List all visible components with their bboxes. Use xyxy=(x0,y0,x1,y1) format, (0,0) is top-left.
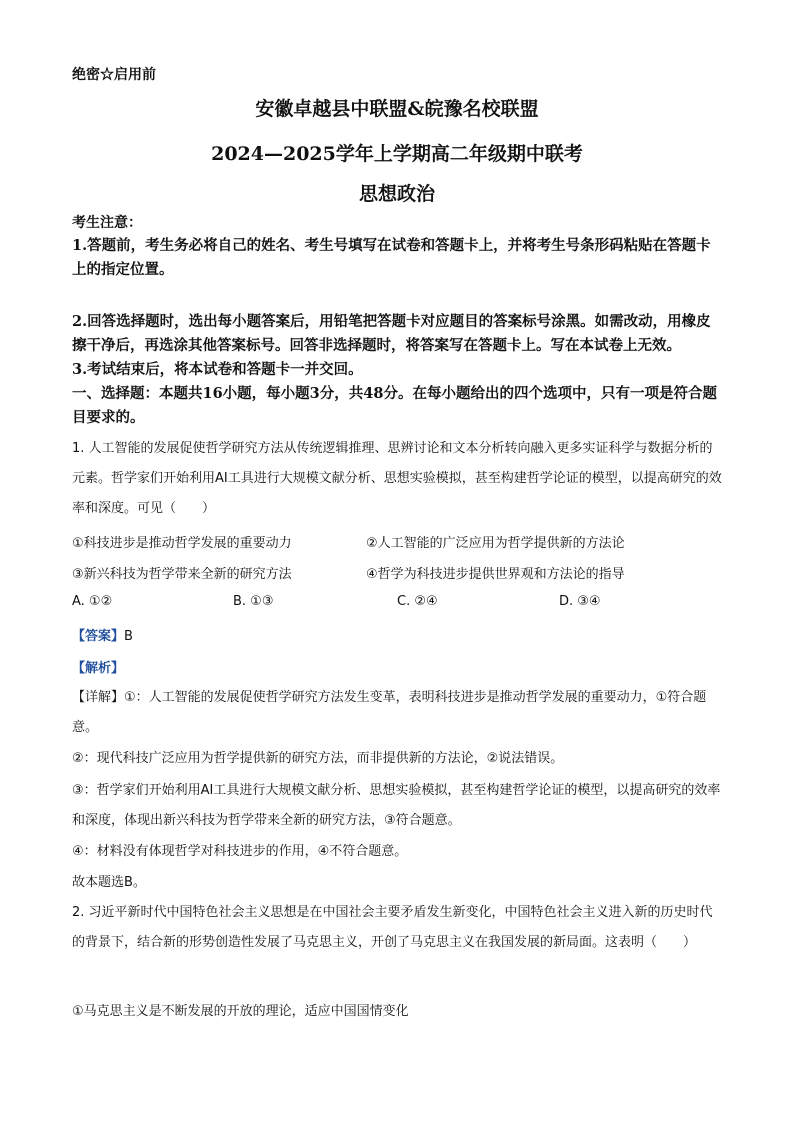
option-1: ①科技进步是推动哲学发展的重要动力 xyxy=(72,536,292,551)
notice-item-1: 1.答题前，考生务必将自己的姓名、考生号填写在试卷和答题卡上，并将考生号条形码粘贴在答题卡上的指定位置。 xyxy=(72,237,711,278)
option-2: ②人工智能的广泛应用为哲学提供新的方法论 xyxy=(366,536,625,551)
question-1-choices xyxy=(72,594,722,616)
analysis-label: 【解析】 xyxy=(72,661,125,676)
detail-paragraph-3: ③：哲学家们开始利用AI工具进行大规模文献分析、思想实验模拟，甚至构建哲学论证的模型，以提高研究的效率和深度，体现出新兴科技为哲学带来全新的研究方法，③符合题意。 xyxy=(72,783,721,828)
choice-a: A. ①② xyxy=(72,594,113,609)
option-4: ④哲学为科技进步提供世界观和方法论的指导 xyxy=(366,567,625,582)
notice-item-2: 2.回答选择题时，选出每小题答案后，用铅笔把答题卡对应题目的答案标号涂黑。如需改动，用橡皮擦干净后，再选涂其他答案标号。回答非选择题时，将答案写在答题卡上。写在本试卷上无效。 xyxy=(72,313,711,354)
detail-paragraph-1: 【详解】①：人工智能的发展促使哲学研究方法发生变革，表明科技进步是推动哲学发展的重要动力，①符合题意。 xyxy=(72,690,707,735)
option-3: ③新兴科技为哲学带来全新的研究方法 xyxy=(72,567,292,582)
question-2-stem: 2. 习近平新时代中国特色社会主义思想是在中国社会主要矛盾发生新变化，中国特色社会主义进入新的历史时代的背景下，结合新的形势创造性发展了马克思主义，开创了马克思主义在我国发展的新局面。这表明（ ） xyxy=(72,905,713,950)
analysis-line xyxy=(72,657,124,676)
answer-value: B xyxy=(124,629,133,644)
answer-label: 【答案】 xyxy=(72,629,125,644)
detail-paragraph-2: ②：现代科技广泛应用为哲学提供新的研究方法，而非提供新的方法论，②说法错误。 xyxy=(72,751,564,766)
exam-title-term: 2024—2025学年上学期高二年级期中联考 xyxy=(211,143,583,165)
section-heading: 一、选择题：本题共16小题，每小题3分，共48分。在每小题给出的四个选项中，只有一项是符合题目要求的。 xyxy=(72,385,717,426)
choice-c: C. ②④ xyxy=(397,594,438,609)
secret-mark: 绝密☆启用前 xyxy=(72,67,156,83)
exam-subject: 思想政治 xyxy=(358,183,435,205)
question-2-option-1: ①马克思主义是不断发展的开放的理论，适应中国国情变化 xyxy=(72,1004,409,1019)
question-1-stem: 1. 人工智能的发展促使哲学研究方法从传统逻辑推理、思辨讨论和文本分析转向融入更多实证科学与数据分析的元素。哲学家们开始利用AI工具进行大规模文献分析、思想实验模拟，甚至构建哲学论证的模型，以提高研究的效率和深度。可见（ ） xyxy=(72,441,722,516)
answer-line xyxy=(72,625,133,644)
notice-heading: 考生注意： xyxy=(72,215,142,231)
exam-title-alliance: 安徽卓越县中联盟&皖豫名校联盟 xyxy=(255,98,539,120)
conclusion-line: 故本题选B。 xyxy=(72,875,146,890)
notice-item-3: 3.考试结束后，将本试卷和答题卡一并交回。 xyxy=(72,361,363,378)
choice-d: D. ③④ xyxy=(559,594,601,609)
detail-paragraph-4: ④：材料没有体现哲学对科技进步的作用，④不符合题意。 xyxy=(72,844,408,859)
choice-b: B. ①③ xyxy=(233,594,274,609)
